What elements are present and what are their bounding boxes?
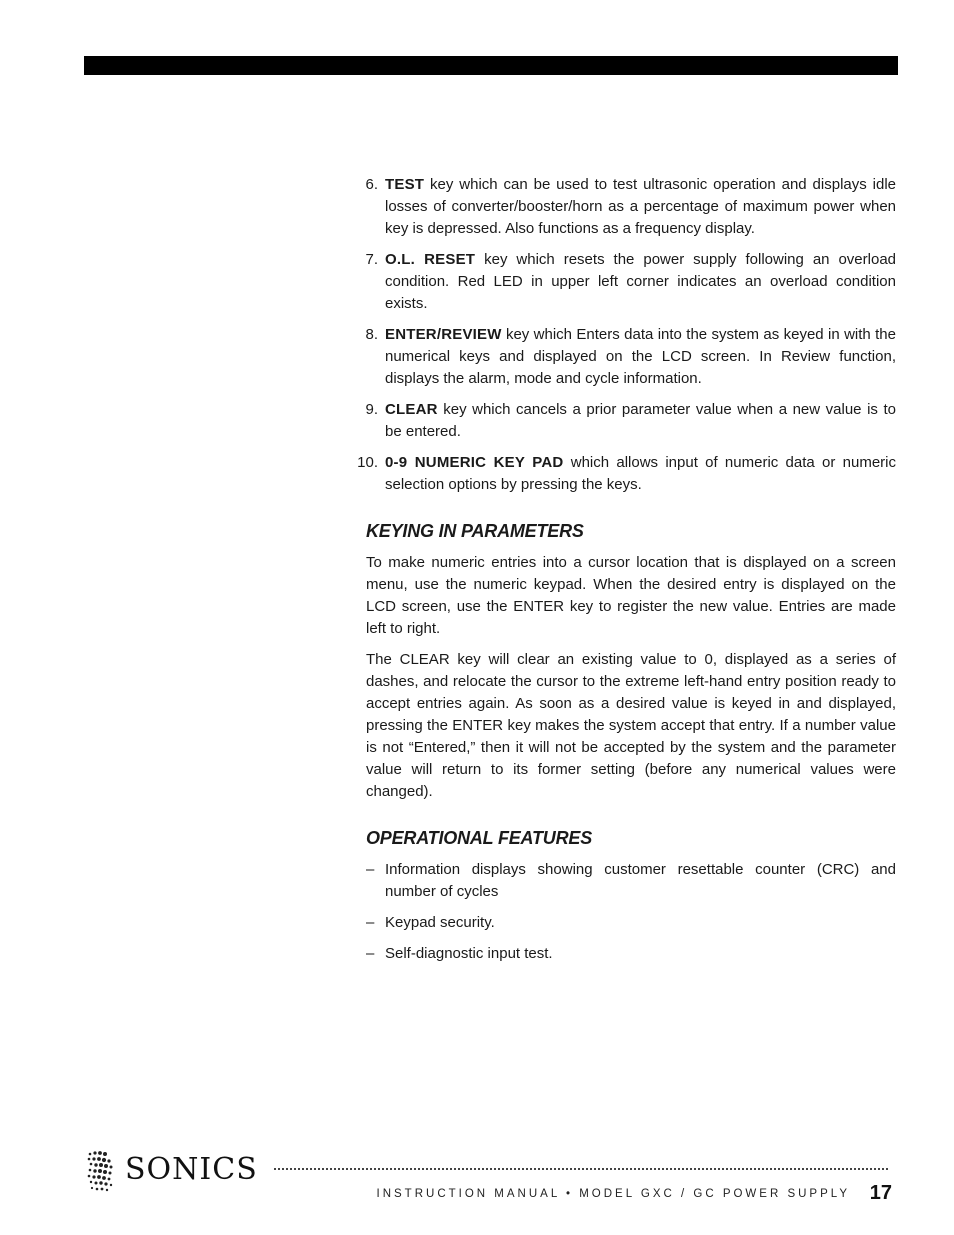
keying-paragraph-2: The CLEAR key will clear an existing value to 0, displayed as a series of dashes, and relocate the cursor to the extreme left-hand entry position ready to accept entries again. As soon as a desired value is keyed in and displayed, pressing the ENTER key makes the system accept that entry. If a number value is not “Entered,” then it will not be accepted by the system and the parameter value will return to its former setting (before any numerical values were changed).: [366, 651, 896, 800]
feature-item: [366, 943, 896, 965]
section-heading-keying: KEYING IN PARAMETERS: [366, 521, 584, 541]
dotted-divider: [274, 1168, 888, 1170]
item-text: key which cancels a prior parameter value when a new value is to be entered.: [385, 401, 896, 440]
item-number: 10.: [357, 454, 378, 471]
item-number: 7.: [365, 251, 378, 268]
dash-marker: –: [366, 861, 375, 878]
logo-text: SONICS: [125, 1152, 258, 1187]
item-keyword: ENTER/REVIEW: [385, 326, 502, 343]
dash-marker: –: [366, 914, 375, 931]
list-item: [357, 452, 897, 496]
main-content: [357, 174, 897, 974]
header-bar: [84, 56, 898, 75]
dash-marker: –: [366, 945, 375, 962]
list-item: [366, 174, 896, 240]
item-keyword: O.L. RESET: [385, 251, 476, 268]
item-keyword: 0-9 NUMERIC KEY PAD: [385, 454, 564, 471]
section-heading-operational: OPERATIONAL FEATURES: [366, 828, 593, 848]
item-keyword: CLEAR: [385, 401, 438, 418]
item-text: which allows input of numeric data or numeric selection options by pressing the keys.: [385, 454, 897, 493]
item-text: key which can be used to test ultrasonic operation and displays idle losses of converter/booster/horn as a percentage of maximum power when key is depressed. Also functions as a frequency display.: [385, 176, 896, 237]
list-item: [366, 399, 896, 443]
list-item: [366, 324, 896, 390]
item-number: 9.: [365, 401, 378, 418]
feature-item: [366, 912, 896, 934]
feature-text: Information displays showing customer resettable counter (CRC) and number of cycles: [385, 861, 896, 900]
footer-caption: INSTRUCTION MANUAL • MODEL GXC / GC POWER SUPPLY: [376, 1188, 850, 1200]
feature-text: Self-diagnostic input test.: [385, 945, 553, 962]
sonics-logo: [86, 1150, 268, 1192]
item-number: 6.: [365, 176, 378, 193]
list-item: [366, 249, 896, 315]
item-text: key which resets the power supply following an overload condition. Red LED in upper left corner indicates an overload condition exists.: [385, 251, 897, 312]
logo-wave-icon: [86, 1150, 118, 1192]
item-text: key which Enters data into the system as keyed in with the numerical keys and displayed on the LCD screen. In Review function, displays the alarm, mode and cycle information.: [385, 326, 896, 387]
item-number: 8.: [365, 326, 378, 343]
page-number: 17: [869, 1182, 892, 1204]
item-keyword: TEST: [385, 176, 425, 193]
feature-text: Keypad security.: [385, 914, 495, 931]
feature-item: [366, 859, 896, 903]
keying-paragraph-1: To make numeric entries into a cursor location that is displayed on a screen menu, use the numeric keypad. When the desired entry is displayed on the LCD screen, use the ENTER key to register the new value. Entries are made left to right.: [366, 554, 896, 637]
